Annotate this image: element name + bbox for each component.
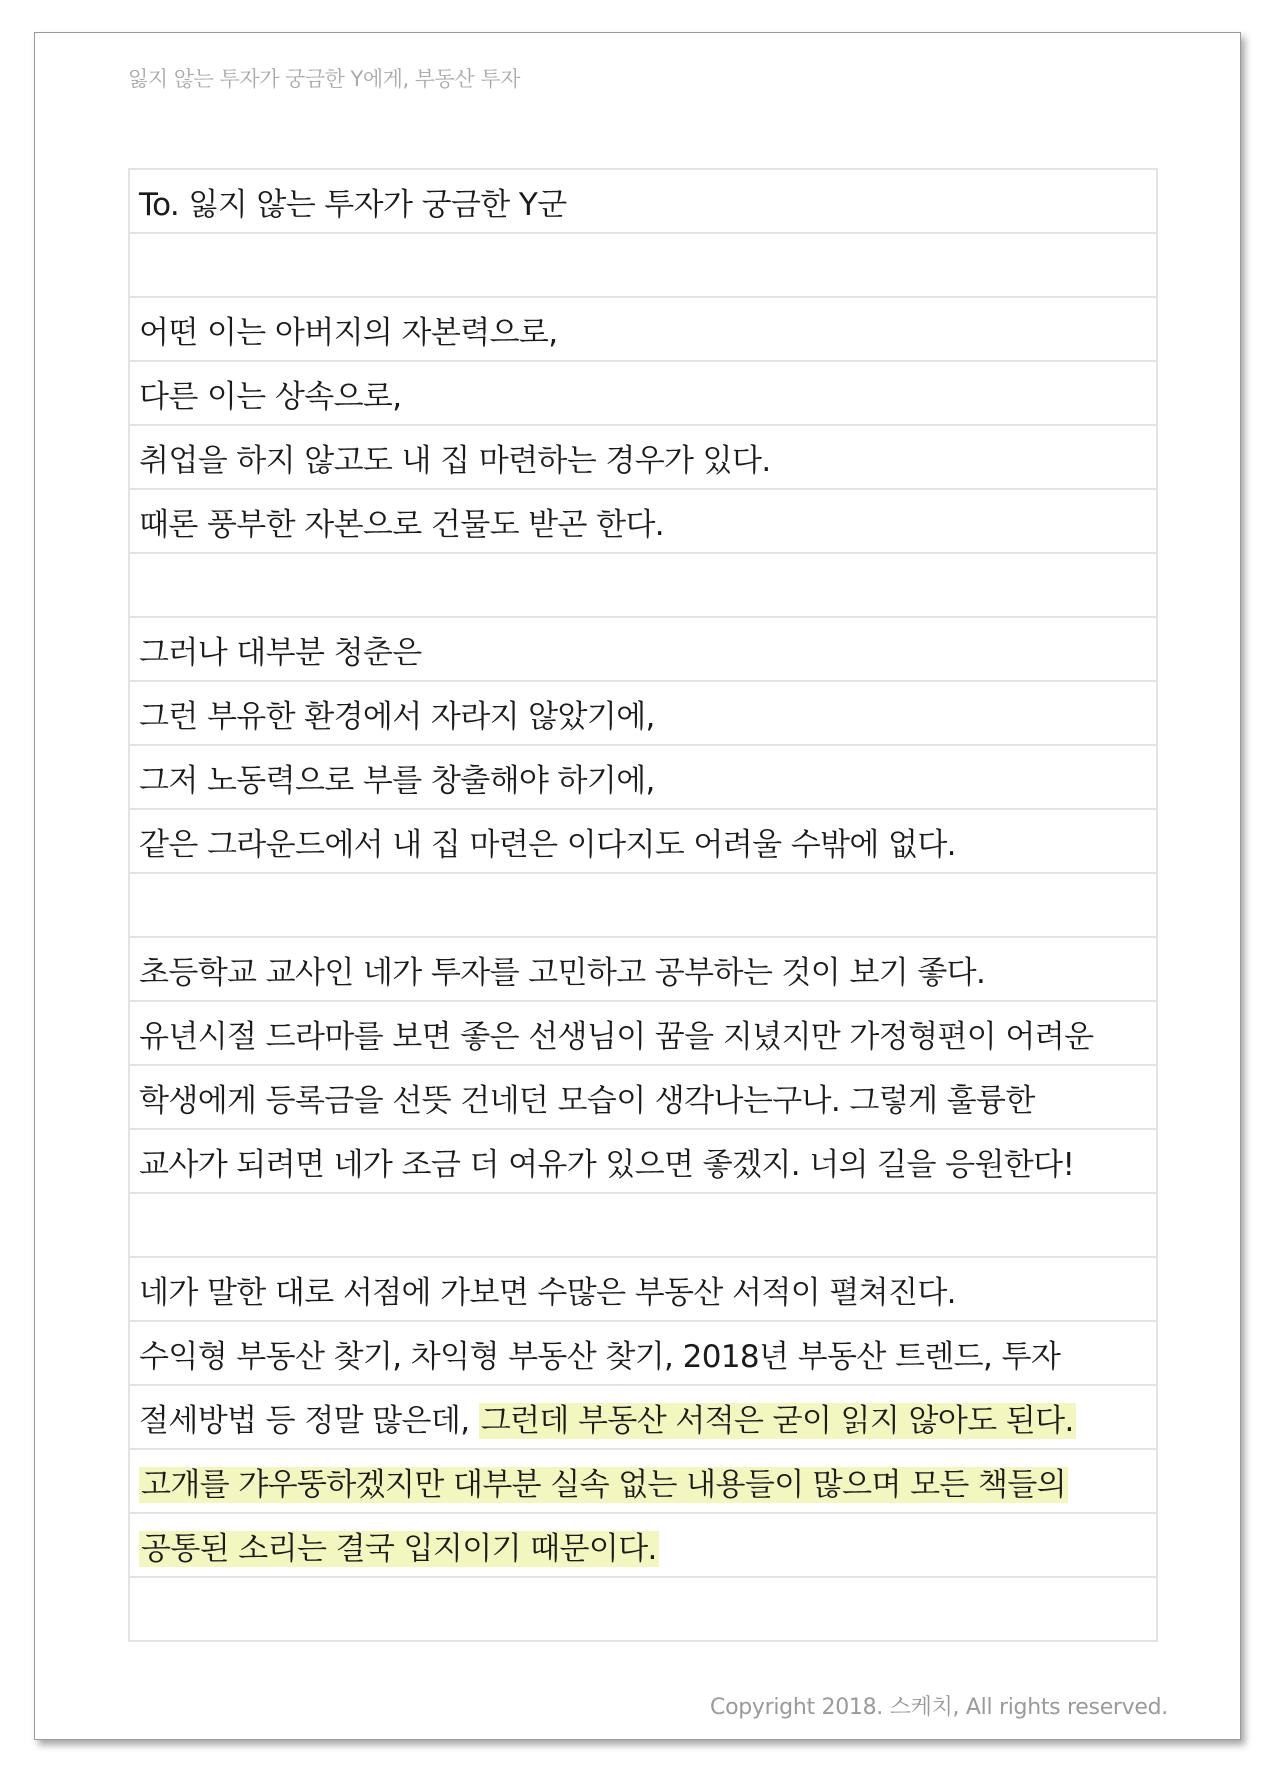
letter-line xyxy=(130,1194,1156,1258)
letter-box xyxy=(128,168,1158,1642)
letter-line xyxy=(130,1386,1156,1450)
letter-line xyxy=(130,490,1156,554)
letter-line-text xyxy=(139,1465,1068,1505)
document-page xyxy=(34,32,1241,1740)
letter-line-text: 그저 노동력으로 부를 창출해야 하기에, xyxy=(139,763,655,799)
letter-line xyxy=(130,426,1156,490)
letter-line xyxy=(130,554,1156,618)
letter-line xyxy=(130,618,1156,682)
letter-line-text: 초등학교 교사인 네가 투자를 고민하고 공부하는 것이 보기 좋다. xyxy=(139,955,986,991)
highlighted-text: 고개를 갸우뚱하겠지만 대부분 실속 없는 내용들이 많으며 모든 책들의 xyxy=(141,1467,1067,1503)
letter-line xyxy=(130,1066,1156,1130)
letter-line xyxy=(130,682,1156,746)
letter-line-text: 그러나 대부분 청춘은 xyxy=(139,635,422,671)
letter-line xyxy=(130,810,1156,874)
letter-line xyxy=(130,938,1156,1002)
letter-line-text: 학생에게 등록금을 선뜻 건네던 모습이 생각나는구나. 그렇게 훌륭한 xyxy=(139,1083,1035,1119)
letter-line-text: 같은 그라운드에서 내 집 마련은 이다지도 어려울 수밖에 없다. xyxy=(139,827,956,863)
letter-line-text: To. 잃지 않는 투자가 궁금한 Y군 xyxy=(139,187,567,223)
letter-line-text: 유년시절 드라마를 보면 좋은 선생님이 꿈을 지녔지만 가정형편이 어려운 xyxy=(139,1019,1094,1055)
letter-line-text: 그런 부유한 환경에서 자라지 않았기에, xyxy=(139,699,655,735)
letter-line xyxy=(130,1578,1156,1640)
letter-line xyxy=(130,1514,1156,1578)
letter-line-text: 어떤 이는 아버지의 자본력으로, xyxy=(139,315,558,351)
letter-line xyxy=(130,1450,1156,1514)
page-header-title: 잃지 않는 투자가 궁금한 Y에게, 부동산 투자 xyxy=(128,67,520,91)
letter-line-text: 수익형 부동산 찾기, 차익형 부동산 찾기, 2018년 부동산 트렌드, 투자 xyxy=(139,1339,1061,1375)
letter-line-text: 네가 말한 대로 서점에 가보면 수많은 부동산 서적이 펼쳐진다. xyxy=(139,1275,956,1311)
letter-line xyxy=(130,298,1156,362)
letter-line-plain-text: 절세방법 등 정말 많은데, xyxy=(139,1403,479,1439)
letter-line-text: 교사가 되려면 네가 조금 더 여유가 있으면 좋겠지. 너의 길을 응원한다! xyxy=(139,1147,1075,1183)
letter-line-text xyxy=(139,1401,1076,1441)
letter-line-text: 취업을 하지 않고도 내 집 마련하는 경우가 있다. xyxy=(139,443,771,479)
letter-line xyxy=(130,1002,1156,1066)
letter-line xyxy=(130,234,1156,298)
letter-line xyxy=(130,170,1156,234)
letter-line xyxy=(130,362,1156,426)
letter-line-text: 다른 이는 상속으로, xyxy=(139,379,402,415)
letter-line xyxy=(130,1258,1156,1322)
copyright-footer: Copyright 2018. 스케치, All rights reserved. xyxy=(710,1695,1168,1720)
letter-line xyxy=(130,874,1156,938)
highlighted-text: 그런데 부동산 서적은 굳이 읽지 않아도 된다. xyxy=(480,1403,1074,1439)
letter-line-text: 때론 풍부한 자본으로 건물도 받곤 한다. xyxy=(139,507,665,543)
letter-line xyxy=(130,1322,1156,1386)
highlighted-text: 공통된 소리는 결국 입지이기 때문이다. xyxy=(141,1531,657,1567)
letter-line xyxy=(130,1130,1156,1194)
letter-line xyxy=(130,746,1156,810)
letter-line-text xyxy=(139,1529,659,1569)
